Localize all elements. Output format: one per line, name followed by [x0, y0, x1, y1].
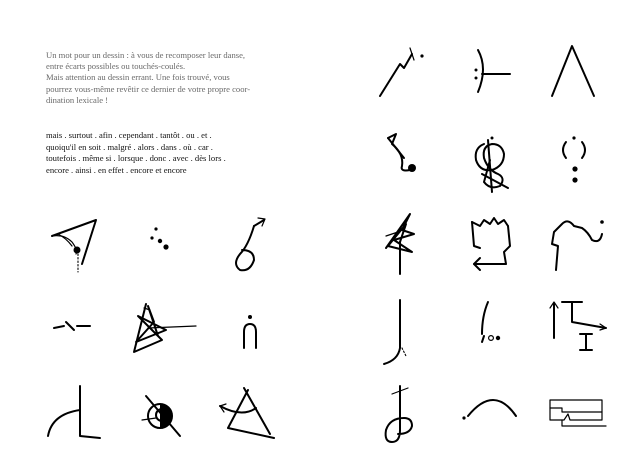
- glyph-zigzag-dot: [376, 44, 428, 100]
- intro-line: Mais attention au dessin errant. Une fois trouvé, vous: [46, 72, 230, 83]
- glyph-face-profile: [474, 298, 506, 350]
- intro-line: Un mot pour un dessin : à vous de recomposer leur danse,: [46, 50, 246, 60]
- glyph-arc-line: [44, 384, 104, 444]
- glyph-parens-dots: [558, 136, 592, 190]
- glyph-caret: [548, 44, 598, 100]
- glyph-dotted-arch: [240, 314, 262, 350]
- glyph-crown-arrow: [466, 216, 518, 272]
- glyph-dash-slash-dash: [52, 316, 92, 336]
- intro-paragraph: [46, 50, 282, 106]
- glyph-spiral-dot: [382, 132, 422, 182]
- intro-line: pourrez vous-même revêtir ce dernier de votre propre coor-: [46, 83, 251, 94]
- glyph-scattered-dots: [148, 226, 172, 256]
- conjunction-list: [46, 130, 282, 176]
- glyph-bracket-line: [464, 48, 516, 96]
- glyph-rectangle-circuit: [546, 396, 608, 432]
- glyph-wave-dot: [548, 214, 610, 274]
- intro-line: entre écarts possibles ou touchés-coulés.: [46, 61, 186, 72]
- conjunction-line: quoiqu'il en soit . malgré . alors . dans . où . car .: [46, 141, 213, 152]
- glyph-arc-dot: [460, 390, 520, 424]
- glyph-looped-line: [380, 382, 420, 446]
- intro-line: dination lexicale !: [46, 94, 109, 105]
- glyph-crossed-circle: [140, 394, 184, 438]
- glyph-curl-arrow: [230, 214, 270, 274]
- glyph-fan-drawing: [46, 214, 106, 274]
- glyph-tangled-triangle: [118, 300, 198, 360]
- glyph-knot: [470, 134, 514, 194]
- glyph-folded-star: [380, 212, 422, 278]
- glyph-tee-arrows: [546, 296, 610, 354]
- glyph-long-curve: [378, 298, 410, 368]
- conjunction-line: encore . ainsi . en effet . encore et encore: [46, 164, 187, 175]
- glyph-triangle-arrow: [216, 384, 278, 444]
- conjunction-line: toutefois . même si . lorsque . donc . avec . dès lors .: [46, 153, 226, 164]
- conjunction-line: mais . surtout . afin . cependant . tantôt . ou . et .: [46, 130, 212, 140]
